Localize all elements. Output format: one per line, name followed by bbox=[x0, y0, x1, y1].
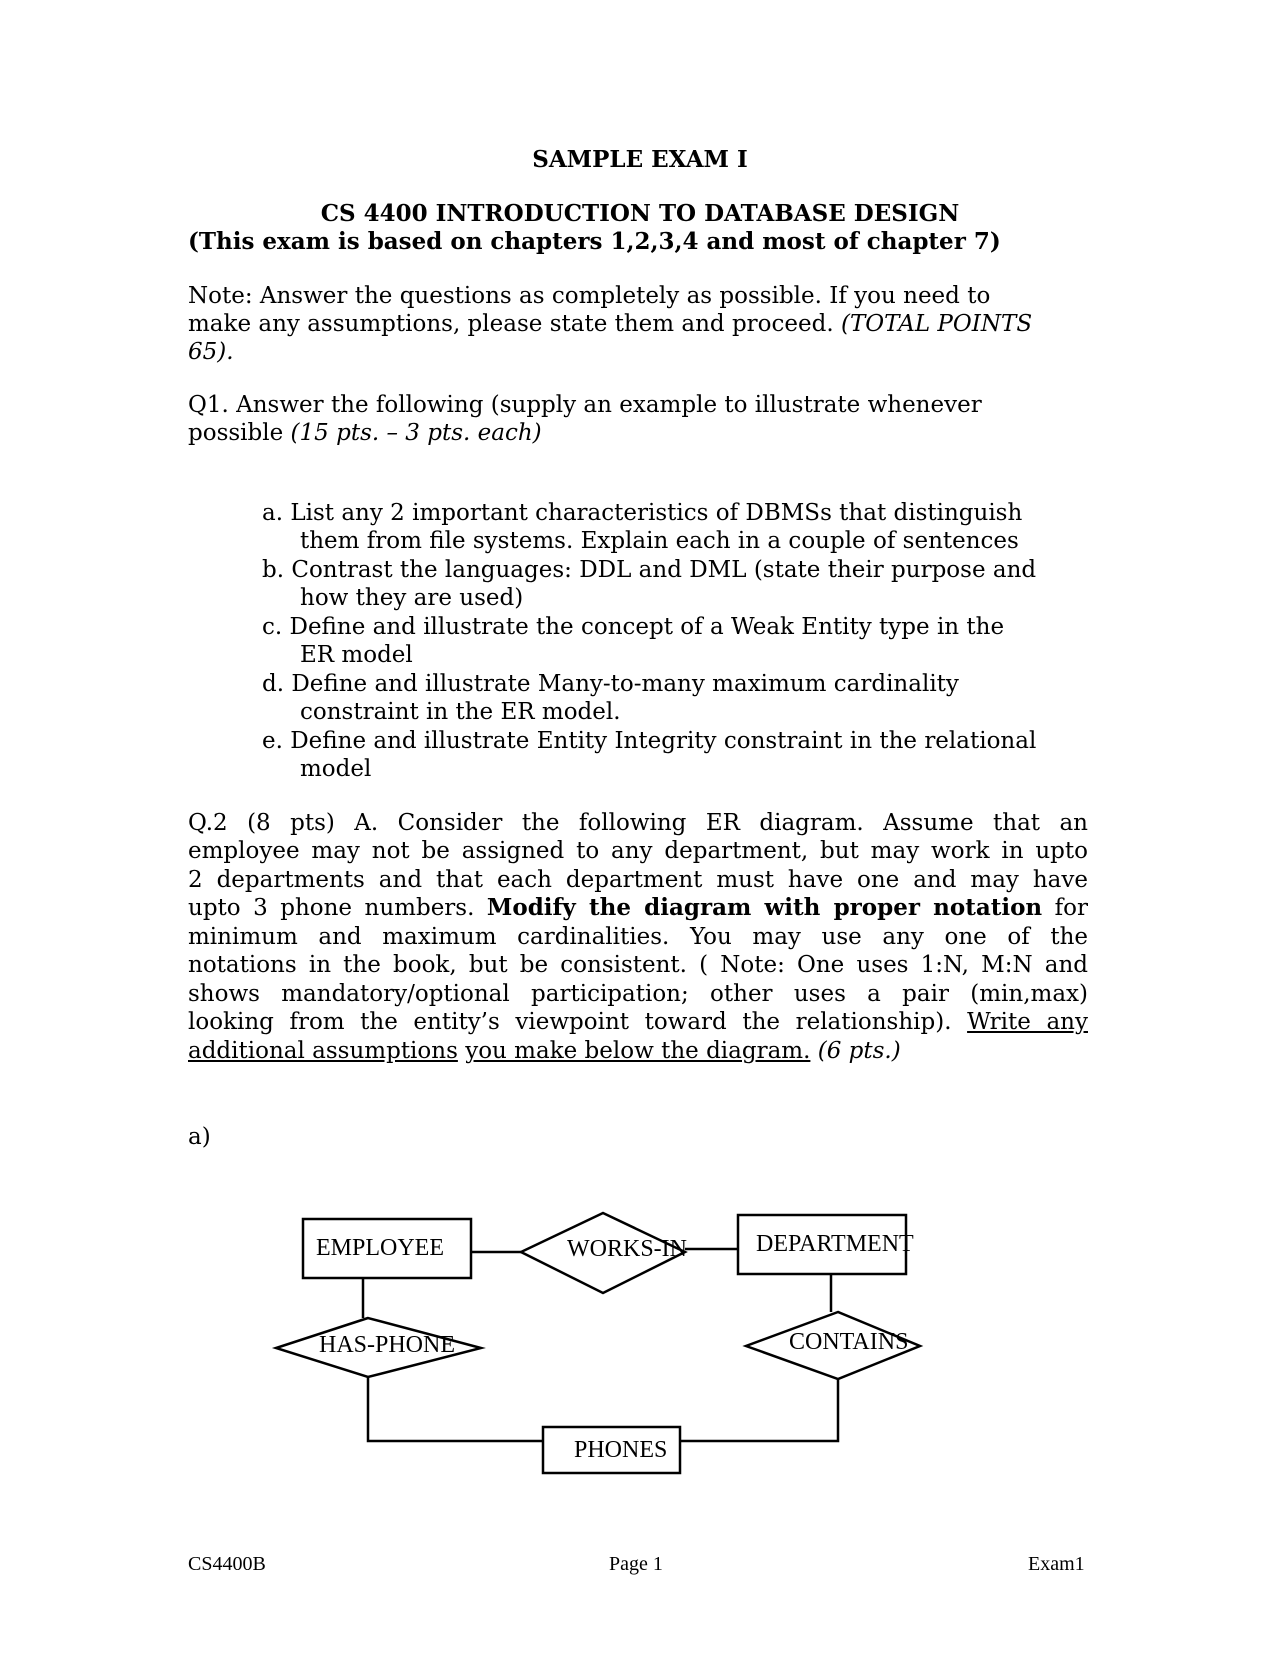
q1-line-1: Q1. Answer the following (supply an example to illustrate whenever bbox=[188, 392, 982, 418]
q2-line-9: additional assumptions you make below the diagram. (6 pts.) bbox=[188, 1038, 901, 1064]
q1-item-c: c. Define and illustrate the concept of a Weak Entity type in the bbox=[262, 614, 1005, 640]
q2-line-3: 2 departments and that each department must have one and may have bbox=[188, 867, 1088, 893]
employee-entity-label: EMPLOYEE bbox=[316, 1235, 444, 1261]
exam-title: SAMPLE EXAM I bbox=[532, 146, 748, 173]
footer-course-code: CS4400B bbox=[188, 1553, 266, 1575]
q2-line-1: Q.2 (8 pts) A. Consider the following ER diagram. Assume that an bbox=[188, 810, 1088, 836]
modify-instruction: Modify the diagram with proper notation bbox=[486, 894, 1043, 921]
course-title: CS 4400 INTRODUCTION TO DATABASE DESIGN bbox=[320, 200, 960, 227]
q1-item-a: a. List any 2 important characteristics of DBMSs that distinguish bbox=[262, 500, 1023, 526]
q2-line-5: minimum and maximum cardinalities. You may use any one of the bbox=[188, 924, 1088, 950]
q1-item-b-cont: how they are used) bbox=[300, 585, 524, 611]
note-line-1: Note: Answer the questions as completely as possible. If you need to bbox=[188, 283, 991, 309]
q2-points: (6 pts.) bbox=[810, 1038, 901, 1064]
q1-item-c-cont: ER model bbox=[300, 642, 413, 668]
q2-line-7: shows mandatory/optional participation; other uses a pair (min,max) bbox=[188, 981, 1088, 1007]
q1-item-d: d. Define and illustrate Many-to-many maximum cardinality bbox=[262, 671, 959, 697]
q1-line-2: possible (15 pts. – 3 pts. each) bbox=[188, 420, 542, 446]
q2-line-6: notations in the book, but be consistent. ( Note: One uses 1:N, M:N and bbox=[188, 952, 1088, 978]
connector-line bbox=[368, 1377, 543, 1441]
q2-line-4: upto 3 phone numbers. Modify the diagram with proper notation for bbox=[188, 894, 1089, 921]
has-phone-label: HAS-PHONE bbox=[319, 1332, 456, 1358]
note-line-3: 65). bbox=[188, 339, 234, 365]
write-assumptions-instruction: Write any bbox=[967, 1009, 1088, 1035]
q2-line-8: looking from the entity’s viewpoint toward the relationship). Write any bbox=[188, 1009, 1088, 1035]
part-a-label: a) bbox=[188, 1124, 211, 1150]
q1-item-e: e. Define and illustrate Entity Integrity constraint in the relational bbox=[262, 728, 1037, 754]
q2-line-2: employee may not be assigned to any department, but may work in upto bbox=[188, 838, 1088, 864]
connector-line bbox=[680, 1379, 838, 1441]
total-points: (TOTAL POINTS bbox=[840, 311, 1033, 337]
contains-label: CONTAINS bbox=[789, 1329, 909, 1355]
exam-scope: (This exam is based on chapters 1,2,3,4 and most of chapter 7) bbox=[188, 228, 1001, 255]
works-in-label: WORKS-IN bbox=[567, 1236, 687, 1262]
q1-item-d-cont: constraint in the ER model. bbox=[300, 699, 621, 725]
footer-page-number: Page 1 bbox=[609, 1553, 663, 1575]
footer-exam-label: Exam1 bbox=[1028, 1553, 1085, 1575]
phones-entity-label: PHONES bbox=[574, 1437, 668, 1463]
q1-item-a-cont: them from file systems. Explain each in a couple of sentences bbox=[300, 528, 1019, 554]
q1-item-b: b. Contrast the languages: DDL and DML (state their purpose and bbox=[262, 557, 1037, 583]
q1-points: (15 pts. – 3 pts. each) bbox=[290, 420, 542, 446]
department-entity-label: DEPARTMENT bbox=[756, 1231, 914, 1257]
q1-item-e-cont: model bbox=[300, 756, 372, 782]
note-line-2: make any assumptions, please state them and proceed. (TOTAL POINTS bbox=[188, 311, 1033, 337]
